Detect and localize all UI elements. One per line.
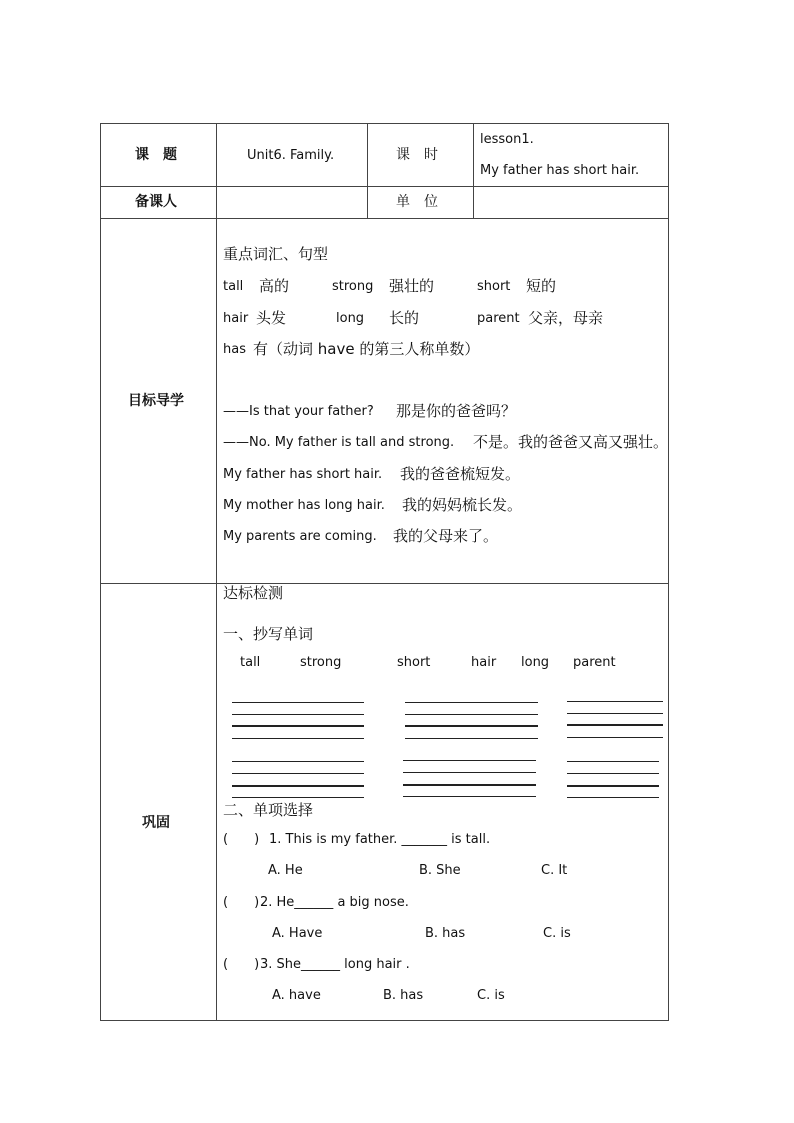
vocab-en: short	[477, 279, 511, 294]
vocab-en: parent	[477, 311, 520, 326]
sentence-cn: 我的妈妈梳长发。	[402, 496, 523, 514]
writing-line	[232, 785, 364, 787]
question-option: B. has	[425, 926, 466, 941]
writing-line	[232, 738, 364, 739]
question-option: B. She	[419, 863, 461, 878]
guide-heading: 重点词汇、句型	[223, 245, 329, 263]
sentence-en: My father has short hair.	[223, 467, 383, 482]
copy-word: hair	[471, 655, 497, 670]
writing-line	[232, 702, 364, 703]
unit-label: 单 位	[396, 194, 438, 210]
writing-line	[405, 738, 538, 739]
copy-word: parent	[573, 655, 616, 670]
preparer-value-cell	[216, 186, 368, 219]
writing-line	[403, 796, 536, 797]
question-option: A. He	[268, 863, 303, 878]
vocab-en: tall	[223, 279, 244, 294]
writing-line	[567, 724, 663, 726]
vocab-cn: 有（动词 have 的第三人称单数）	[253, 340, 480, 358]
writing-line	[567, 785, 659, 787]
question-option: C. It	[541, 863, 568, 878]
topic-value: Unit6. Family.	[247, 148, 335, 163]
lesson-line-1: lesson1.	[480, 132, 534, 147]
writing-line	[403, 784, 536, 786]
vocab-cn: 强壮的	[389, 277, 435, 295]
part1-title: 一、抄写单词	[223, 625, 314, 643]
consolidate-label-cell	[100, 583, 217, 1021]
topic-label: 课 题	[135, 147, 177, 163]
writing-line	[232, 714, 364, 715]
vocab-en: has	[223, 342, 246, 357]
question-option: A. have	[272, 988, 321, 1003]
question-option: C. is	[543, 926, 571, 941]
sentence-en: ——Is that your father?	[223, 404, 374, 419]
guide-section-label: 目标导学	[128, 393, 184, 409]
writing-line	[567, 773, 659, 774]
writing-line	[232, 725, 364, 727]
writing-line	[405, 725, 538, 727]
vocab-cn: 长的	[389, 309, 420, 327]
copy-word: short	[397, 655, 431, 670]
consolidate-section-label: 巩固	[142, 815, 170, 831]
answer-bracket: ( )	[223, 957, 260, 972]
question-option: B. has	[383, 988, 424, 1003]
sentence-en: My parents are coming.	[223, 529, 377, 544]
preparer-label: 备课人	[135, 194, 177, 210]
writing-line	[403, 772, 536, 773]
lesson-line-2: My father has short hair.	[480, 163, 640, 178]
copy-word: long	[521, 655, 550, 670]
writing-line	[567, 797, 659, 798]
vocab-cn: 头发	[256, 309, 287, 327]
writing-line	[232, 797, 364, 798]
sentence-en: My mother has long hair.	[223, 498, 385, 513]
vocab-en: hair	[223, 311, 249, 326]
part2-title: 二、单项选择	[223, 801, 314, 819]
vocab-cn: 短的	[526, 277, 557, 295]
question-stem: 3. She______ long hair .	[260, 957, 410, 972]
check-title: 达标检测	[223, 584, 284, 602]
question-stem: 1. This is my father. _______ is tall.	[269, 832, 491, 847]
writing-line	[567, 701, 663, 702]
sentence-cn: 我的爸爸梳短发。	[400, 465, 521, 483]
lesson-label: 课 时	[396, 147, 438, 163]
question-option: C. is	[477, 988, 505, 1003]
vocab-en: strong	[332, 279, 374, 294]
answer-bracket: ( )	[223, 832, 260, 847]
copy-word: strong	[300, 655, 342, 670]
sentence-cn: 那是你的爸爸吗？	[396, 402, 517, 420]
question-option: A. Have	[272, 926, 323, 941]
unit-value-cell	[473, 186, 669, 219]
vocab-en: long	[336, 311, 365, 326]
sentence-cn: 不是。我的爸爸又高又强壮。	[473, 433, 669, 451]
question-stem: 2. He______ a big nose.	[260, 895, 409, 910]
writing-line	[567, 761, 659, 762]
writing-line	[567, 737, 663, 738]
writing-line	[232, 773, 364, 774]
vocab-cn: 高的	[259, 277, 290, 295]
writing-line	[232, 761, 364, 762]
writing-line	[567, 713, 663, 714]
answer-bracket: ( )	[223, 895, 260, 910]
sentence-en: ——No. My father is tall and strong.	[223, 435, 455, 450]
sentence-cn: 我的父母来了。	[393, 527, 499, 545]
copy-word: tall	[240, 655, 261, 670]
writing-line	[405, 714, 538, 715]
writing-line	[403, 760, 536, 761]
vocab-cn: 父亲，母亲	[528, 309, 604, 327]
writing-line	[405, 702, 538, 703]
